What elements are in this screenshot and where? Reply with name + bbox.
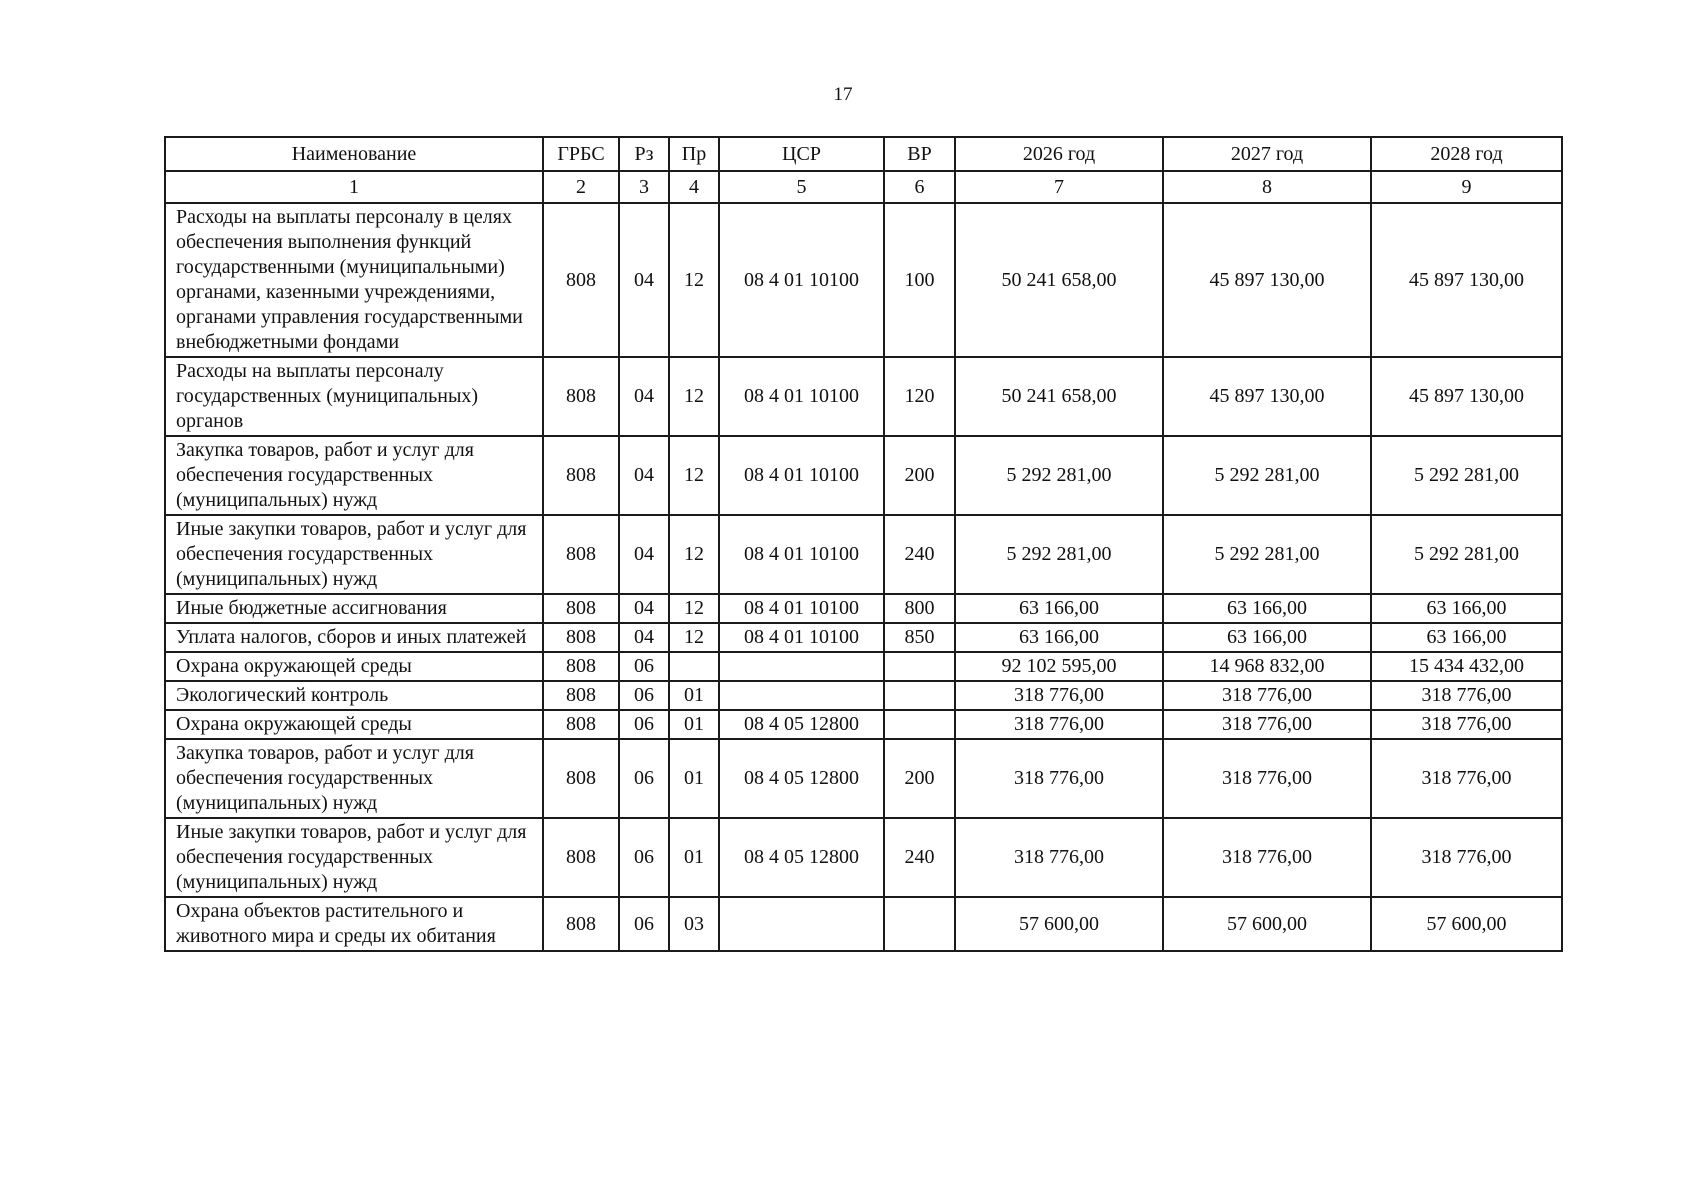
header-rz: Рз [619,137,669,171]
row-vr-cell [884,652,955,681]
row-vr-cell: 240 [884,515,955,594]
row-rz-cell: 04 [619,594,669,623]
row-vr-cell [884,710,955,739]
header-vr: ВР [884,137,955,171]
page-number: 17 [833,84,853,105]
header-year-2028: 2028 год [1371,137,1562,171]
row-amount-2026-cell: 5 292 281,00 [955,515,1163,594]
row-pr-cell: 12 [669,203,719,357]
table-row [165,515,1562,594]
row-amount-2027-cell: 318 776,00 [1163,710,1371,739]
row-grbs-cell: 808 [543,436,619,515]
column-number: 8 [1163,171,1371,203]
row-pr-cell: 03 [669,897,719,951]
row-rz-cell: 06 [619,710,669,739]
row-vr-cell: 200 [884,436,955,515]
row-csr-cell [719,681,884,710]
row-csr-cell: 08 4 01 10100 [719,357,884,436]
row-csr-cell: 08 4 01 10100 [719,436,884,515]
table-row [165,710,1562,739]
table-row [165,436,1562,515]
row-name-cell: Иные закупки товаров, работ и услуг для обеспечения государственных (муниципальных) нужд [165,515,543,594]
row-amount-2027-cell: 63 166,00 [1163,623,1371,652]
row-amount-2026-cell: 63 166,00 [955,594,1163,623]
column-number: 6 [884,171,955,203]
row-grbs-cell: 808 [543,652,619,681]
row-csr-cell [719,897,884,951]
row-amount-2027-cell: 14 968 832,00 [1163,652,1371,681]
header-year-2027: 2027 год [1163,137,1371,171]
row-rz-cell: 06 [619,652,669,681]
row-amount-2028-cell: 5 292 281,00 [1371,436,1562,515]
row-name-cell: Закупка товаров, работ и услуг для обеспечения государственных (муниципальных) нужд [165,436,543,515]
row-amount-2027-cell: 318 776,00 [1163,739,1371,818]
row-amount-2026-cell: 57 600,00 [955,897,1163,951]
row-grbs-cell: 808 [543,897,619,951]
row-amount-2028-cell: 45 897 130,00 [1371,357,1562,436]
row-vr-cell: 100 [884,203,955,357]
row-rz-cell: 04 [619,436,669,515]
row-amount-2026-cell: 92 102 595,00 [955,652,1163,681]
row-amount-2028-cell: 318 776,00 [1371,710,1562,739]
row-pr-cell: 12 [669,357,719,436]
column-number: 3 [619,171,669,203]
row-rz-cell: 06 [619,681,669,710]
row-amount-2026-cell: 5 292 281,00 [955,436,1163,515]
row-amount-2028-cell: 318 776,00 [1371,818,1562,897]
column-number: 5 [719,171,884,203]
row-rz-cell: 06 [619,739,669,818]
row-amount-2026-cell: 318 776,00 [955,739,1163,818]
row-pr-cell: 12 [669,623,719,652]
row-amount-2026-cell: 318 776,00 [955,818,1163,897]
row-grbs-cell: 808 [543,515,619,594]
row-vr-cell [884,681,955,710]
row-csr-cell: 08 4 01 10100 [719,203,884,357]
row-amount-2026-cell: 50 241 658,00 [955,357,1163,436]
row-rz-cell: 04 [619,357,669,436]
row-pr-cell: 01 [669,818,719,897]
row-grbs-cell: 808 [543,623,619,652]
row-vr-cell: 200 [884,739,955,818]
row-csr-cell [719,652,884,681]
row-vr-cell: 120 [884,357,955,436]
row-vr-cell [884,897,955,951]
table-row [165,623,1562,652]
row-amount-2028-cell: 63 166,00 [1371,594,1562,623]
row-grbs-cell: 808 [543,739,619,818]
column-number: 1 [165,171,543,203]
row-name-cell: Экологический контроль [165,681,543,710]
row-amount-2026-cell: 63 166,00 [955,623,1163,652]
row-grbs-cell: 808 [543,681,619,710]
row-vr-cell: 240 [884,818,955,897]
row-rz-cell: 04 [619,515,669,594]
row-csr-cell: 08 4 01 10100 [719,515,884,594]
header-pr: Пр [669,137,719,171]
column-number: 4 [669,171,719,203]
row-amount-2027-cell: 45 897 130,00 [1163,357,1371,436]
column-number-row [165,171,1562,203]
row-grbs-cell: 808 [543,594,619,623]
table-row [165,594,1562,623]
row-grbs-cell: 808 [543,818,619,897]
row-amount-2027-cell: 45 897 130,00 [1163,203,1371,357]
row-amount-2028-cell: 318 776,00 [1371,739,1562,818]
row-name-cell: Охрана окружающей среды [165,710,543,739]
row-amount-2028-cell: 15 434 432,00 [1371,652,1562,681]
row-amount-2028-cell: 5 292 281,00 [1371,515,1562,594]
row-amount-2026-cell: 50 241 658,00 [955,203,1163,357]
row-rz-cell: 06 [619,818,669,897]
row-pr-cell: 12 [669,515,719,594]
row-amount-2026-cell: 318 776,00 [955,710,1163,739]
table-row [165,897,1562,951]
row-amount-2028-cell: 63 166,00 [1371,623,1562,652]
row-csr-cell: 08 4 01 10100 [719,594,884,623]
column-number: 9 [1371,171,1562,203]
row-amount-2027-cell: 318 776,00 [1163,818,1371,897]
row-amount-2027-cell: 5 292 281,00 [1163,515,1371,594]
column-number: 7 [955,171,1163,203]
row-csr-cell: 08 4 01 10100 [719,623,884,652]
row-name-cell: Закупка товаров, работ и услуг для обеспечения государственных (муниципальных) нужд [165,739,543,818]
row-amount-2027-cell: 63 166,00 [1163,594,1371,623]
row-amount-2027-cell: 5 292 281,00 [1163,436,1371,515]
row-vr-cell: 800 [884,594,955,623]
header-name: Наименование [165,137,543,171]
row-name-cell: Охрана окружающей среды [165,652,543,681]
row-amount-2026-cell: 318 776,00 [955,681,1163,710]
table-row [165,652,1562,681]
row-amount-2028-cell: 45 897 130,00 [1371,203,1562,357]
table-row [165,818,1562,897]
row-pr-cell: 12 [669,436,719,515]
row-name-cell: Охрана объектов растительного и животного мира и среды их обитания [165,897,543,951]
row-csr-cell: 08 4 05 12800 [719,710,884,739]
row-amount-2028-cell: 318 776,00 [1371,681,1562,710]
row-pr-cell: 01 [669,681,719,710]
row-csr-cell: 08 4 05 12800 [719,739,884,818]
row-csr-cell: 08 4 05 12800 [719,818,884,897]
row-rz-cell: 04 [619,203,669,357]
row-rz-cell: 04 [619,623,669,652]
row-pr-cell [669,652,719,681]
row-amount-2028-cell: 57 600,00 [1371,897,1562,951]
header-row [165,137,1562,171]
row-grbs-cell: 808 [543,203,619,357]
header-csr: ЦСР [719,137,884,171]
table-row [165,739,1562,818]
row-pr-cell: 01 [669,710,719,739]
row-name-cell: Уплата налогов, сборов и иных платежей [165,623,543,652]
row-grbs-cell: 808 [543,357,619,436]
column-number: 2 [543,171,619,203]
row-amount-2027-cell: 318 776,00 [1163,681,1371,710]
row-name-cell: Расходы на выплаты персоналу в целях обеспечения выполнения функций государственными (муниципальными) органами, казенными учреждениями, органами управления государственными внебюджетными фондами [165,203,543,357]
row-pr-cell: 01 [669,739,719,818]
row-name-cell: Иные закупки товаров, работ и услуг для обеспечения государственных (муниципальных) нужд [165,818,543,897]
row-vr-cell: 850 [884,623,955,652]
header-year-2026: 2026 год [955,137,1163,171]
table-row [165,203,1562,357]
table-row [165,681,1562,710]
row-name-cell: Иные бюджетные ассигнования [165,594,543,623]
row-amount-2027-cell: 57 600,00 [1163,897,1371,951]
row-grbs-cell: 808 [543,710,619,739]
row-name-cell: Расходы на выплаты персоналу государственных (муниципальных) органов [165,357,543,436]
row-pr-cell: 12 [669,594,719,623]
row-rz-cell: 06 [619,897,669,951]
budget-table [164,136,1563,952]
header-grbs: ГРБС [543,137,619,171]
table-row [165,357,1562,436]
